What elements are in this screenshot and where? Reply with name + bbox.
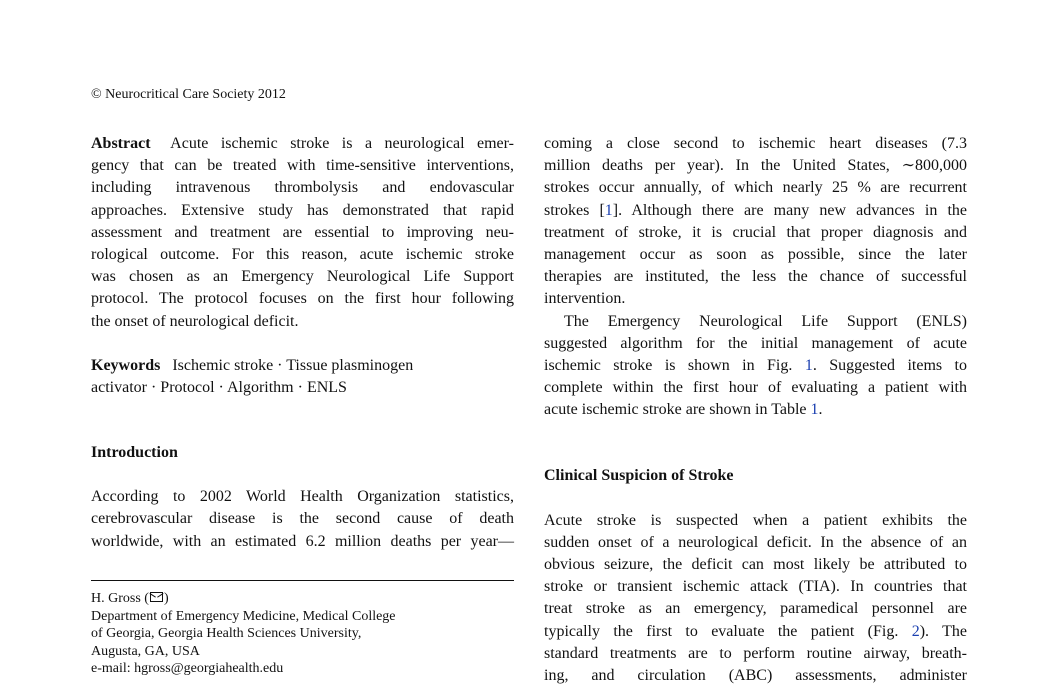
body-line: sudden onset of a neurological deficit. In the absence of an <box>544 533 967 551</box>
body-line: treat stroke as an emergency, paramedical personnel are <box>544 600 967 618</box>
affiliation-line: Department of Emergency Medicine, Medical College <box>91 608 396 624</box>
body-line: strokes [1]. Although there are many new advances in the <box>544 201 967 219</box>
body-line: suggested algorithm for the initial management of acute <box>544 334 967 352</box>
abstract-line: assessment and treatment are essential to improving neu- <box>91 223 514 241</box>
abstract-line: the onset of neurological deficit. <box>91 312 299 330</box>
abstract-line: gency that can be treated with time-sensitive interventions, <box>91 157 514 175</box>
body-line: complete within the first hour of evaluating a patient with <box>544 379 967 397</box>
clinical-suspicion-paragraph <box>544 510 967 687</box>
body-line: stroke or transient ischemic attack (TIA). In countries that <box>544 578 967 596</box>
copyright-notice: © Neurocritical Care Society 2012 <box>91 87 286 102</box>
table-link[interactable]: 1 <box>810 401 819 419</box>
author-email[interactable]: e-mail: hgross@georgiahealth.edu <box>91 661 284 676</box>
keywords-heading: Keywords <box>91 356 161 374</box>
body-line: ing, and circulation (ABC) assessments, administer <box>544 666 967 684</box>
left-column <box>91 133 514 553</box>
keywords-section <box>91 355 514 399</box>
author-affiliation <box>91 590 514 678</box>
abstract-line: protocol. The protocol focuses on the first hour following <box>91 290 514 308</box>
body-line: obvious seizure, the deficit can most likely be attributed to <box>544 556 967 573</box>
body-line: treatment of stroke, it is crucial that proper diagnosis and <box>544 223 967 241</box>
abstract-line: rological outcome. For this reason, acute ischemic stroke <box>91 245 514 263</box>
introduction-heading: Introduction <box>91 444 178 462</box>
figure-link[interactable]: 1 <box>804 356 813 374</box>
intro-line: worldwide, with an estimated 6.2 million deaths per year— <box>91 532 514 550</box>
abstract-line: was chosen as an Emergency Neurological Life Support <box>91 268 514 286</box>
abstract-line <box>91 133 514 155</box>
keywords-text: Ischemic stroke · Tissue plasminogen <box>172 356 414 374</box>
clinical-suspicion-heading: Clinical Suspicion of Stroke <box>544 467 734 485</box>
envelope-icon <box>150 592 163 602</box>
body-line: ischemic stroke is shown in Fig. 1. Suggested items to <box>544 356 967 374</box>
figure-link[interactable]: 2 <box>911 622 920 640</box>
introduction-paragraph <box>91 486 514 553</box>
affiliation-line: of Georgia, Georgia Health Sciences University, <box>91 626 362 641</box>
body-line: Acute stroke is suspected when a patient exhibits the <box>544 511 967 529</box>
keywords-line: activator · Protocol · Algorithm · ENLS <box>91 378 347 396</box>
enls-paragraph <box>544 311 967 422</box>
body-line: typically the first to evaluate the patient (Fig. 2). The <box>544 622 967 640</box>
body-line: coming a close second to ischemic heart diseases (7.3 <box>544 135 967 152</box>
affiliation-line: Augusta, GA, USA <box>91 643 200 659</box>
body-line: management occur as soon as possible, since the later <box>544 245 967 263</box>
body-line: intervention. <box>544 290 626 308</box>
intro-line: According to 2002 World Health Organization statistics, <box>91 488 514 506</box>
abstract-line: including intravenous thrombolysis and endovascular <box>91 179 514 197</box>
body-line: strokes occur annually, of which nearly 25 % are recurrent <box>544 179 967 197</box>
reference-link[interactable]: 1 <box>604 201 613 219</box>
abstract-text: Acute ischemic stroke is a neurological emer- <box>170 135 514 152</box>
intro-line: cerebrovascular disease is the second cause of death <box>91 510 514 528</box>
body-line: standard treatments are to perform routine airway, breath- <box>544 644 967 662</box>
keywords-line <box>91 355 514 377</box>
abstract-line: approaches. Extensive study has demonstrated that rapid <box>91 201 514 219</box>
abstract-heading: Abstract <box>91 135 151 152</box>
footnote-divider <box>91 580 514 581</box>
right-column <box>544 133 967 687</box>
author-name: H. Gross ( ) <box>91 591 169 606</box>
body-line: The Emergency Neurological Life Support (ENLS) <box>564 312 967 330</box>
body-line: therapies are instituted, the less the chance of successful <box>544 268 967 286</box>
body-line: acute ischemic stroke are shown in Table 1. <box>544 401 823 419</box>
abstract-section <box>91 133 514 333</box>
body-line: million deaths per year). In the United States, ∼800,000 <box>544 157 967 175</box>
intro-continued-paragraph <box>544 133 967 311</box>
